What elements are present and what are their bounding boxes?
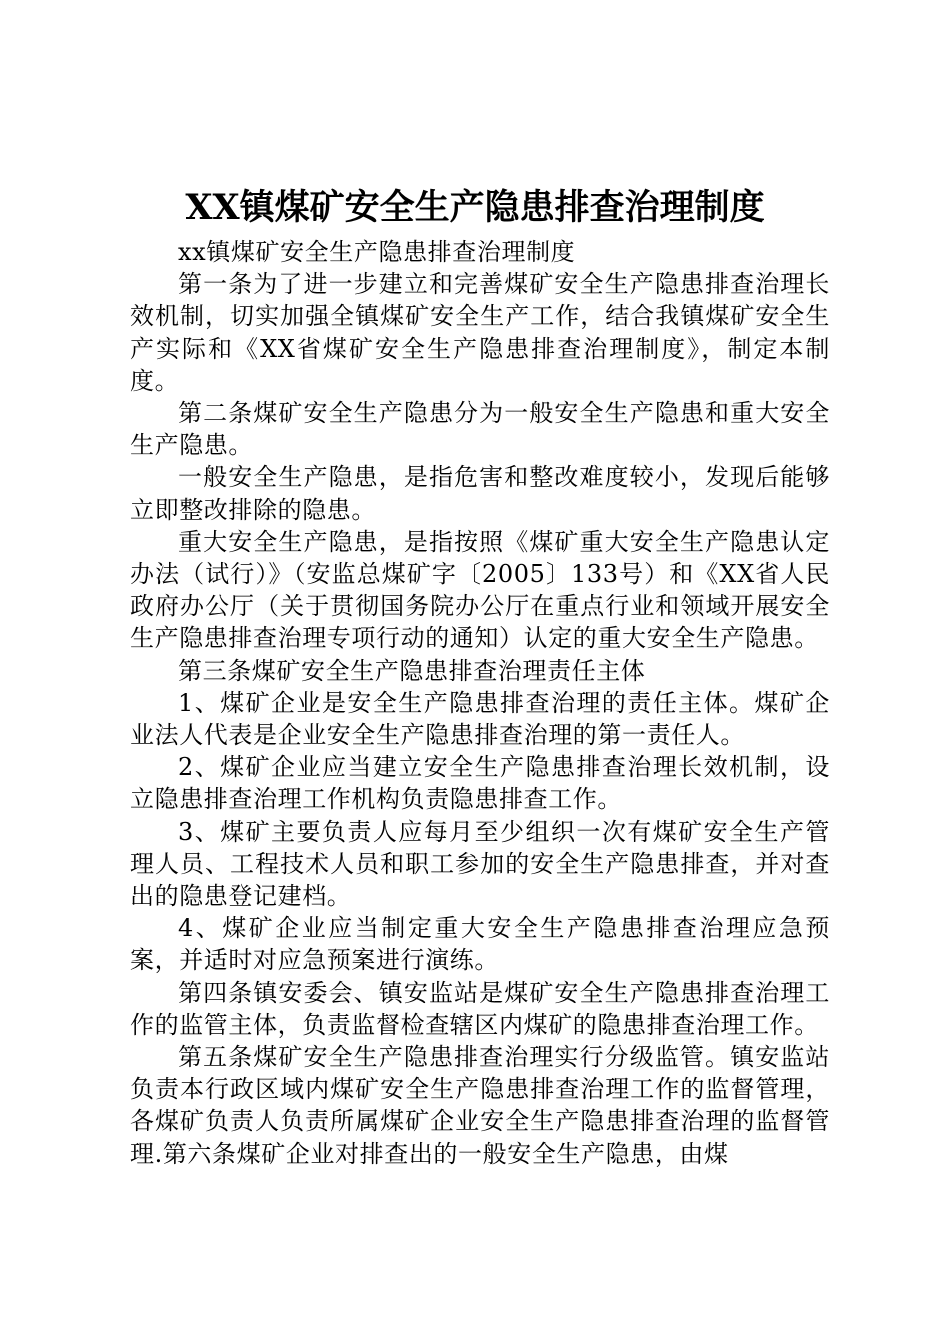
paragraph-item-3: 3、煤矿主要负责人应每月至少组织一次有煤矿安全生产管理人员、工程技术人员和职工参加的安全生产隐患排查，并对查出的隐患登记建档。: [130, 817, 830, 911]
paragraph-article-2: 第二条煤矿安全生产隐患分为一般安全生产隐患和重大安全生产隐患。: [130, 399, 830, 460]
paragraph-article-5: 第五条煤矿安全生产隐患排查治理实行分级监管。镇安监站负责本行政区域内煤矿安全生产隐患排查治理工作的监督管理，各煤矿负责人负责所属煤矿企业安全生产隐患排查治理的监督管理.第六条煤矿企业对排查出的一般安全生产隐患，由煤: [130, 1043, 830, 1168]
paragraph-item-1: 1、煤矿企业是安全生产隐患排查治理的责任主体。煤矿企业法人代表是企业安全生产隐患排查治理的第一责任人。: [130, 688, 830, 750]
paragraph-item-2: 2、煤矿企业应当建立安全生产隐患排查治理长效机制，设立隐患排查治理工作机构负责隐患排查工作。: [130, 753, 830, 814]
document-body: [130, 236, 830, 1170]
paragraph-article-1: 第一条为了进一步建立和完善煤矿安全生产隐患排查治理长效机制，切实加强全镇煤矿安全生产工作，结合我镇煤矿安全生产实际和《XX省煤矿安全生产隐患排查治理制度》，制定本制度。: [130, 270, 830, 395]
document-title: XX镇煤矿安全生产隐患排查治理制度: [185, 187, 765, 228]
paragraph-subtitle: xx镇煤矿安全生产隐患排查治理制度: [178, 238, 576, 266]
paragraph-article-4: 第四条镇安委会、镇安监站是煤矿安全生产隐患排查治理工作的监管主体，负责监督检查辖区内煤矿的隐患排查治理工作。: [130, 978, 830, 1039]
paragraph-item-4: 4、煤矿企业应当制定重大安全生产隐患排查治理应急预案，并适时对应急预案进行演练。: [130, 914, 830, 975]
paragraph-general-hazard: 一般安全生产隐患，是指危害和整改难度较小，发现后能够立即整改排除的隐患。: [130, 463, 830, 524]
paragraph-article-3: 第三条煤矿安全生产隐患排查治理责任主体: [178, 656, 646, 685]
paragraph-major-hazard: 重大安全生产隐患，是指按照《煤矿重大安全生产隐患认定办法（试行）》（安监总煤矿字〔2005〕133号）和《XX省人民政府办公厅（关于贯彻国务院办公厅在重点行业和领域开展安全生产隐患排查治理专项行动的通知）认定的重大安全生产隐患。: [130, 527, 830, 653]
